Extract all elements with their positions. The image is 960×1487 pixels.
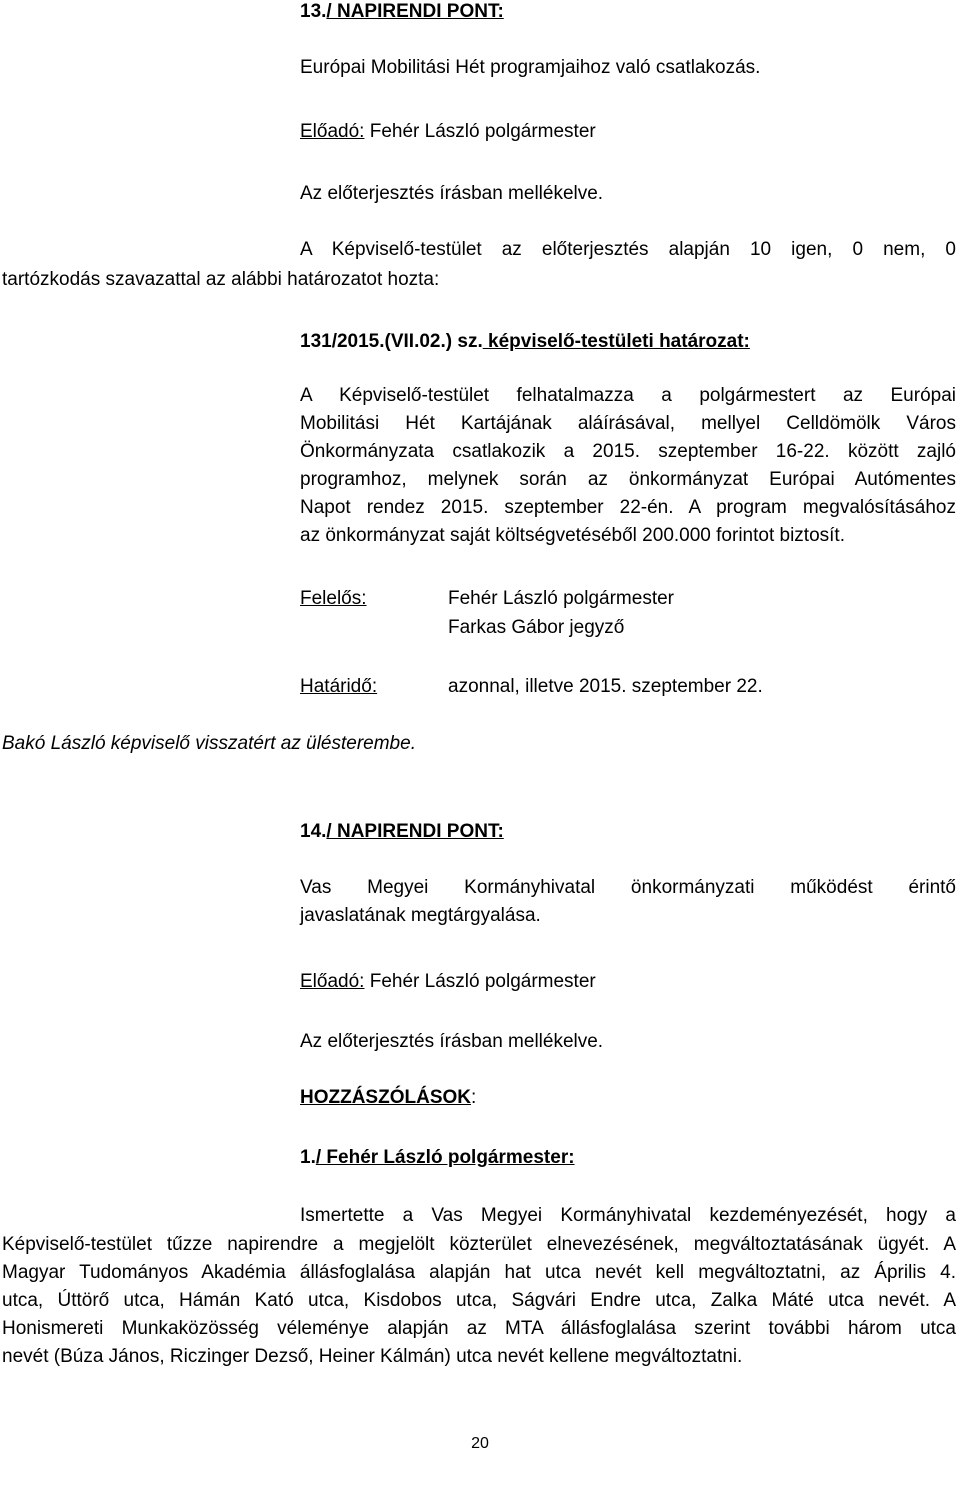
agenda-title — [300, 874, 956, 930]
page-number: 20 — [471, 1435, 489, 1452]
speaker-number: 1. — [300, 1147, 316, 1168]
comments-heading — [300, 1084, 476, 1112]
resolution-heading — [300, 328, 750, 356]
speaker-heading — [300, 1144, 575, 1172]
agenda-heading-14 — [300, 818, 504, 846]
attendance-note: Bakó László képviselő visszatért az ülésterembe. — [2, 733, 416, 754]
agenda-heading-label: / NAPIRENDI PONT: — [326, 821, 504, 842]
speech-line: Magyar Tudományos Akadémia állásfoglalása alapján hat utca nevét kell megváltoztatni, az Április 4. — [2, 1262, 956, 1283]
comments-label: HOZZÁSZÓLÁSOK — [300, 1087, 471, 1108]
speech-first-line — [300, 1202, 956, 1230]
speech-line: Honismereti Munkaközösség véleménye alapján az MTA állásfoglalása szerint további három utca — [2, 1318, 956, 1339]
attachment-note: Az előterjesztés írásban mellékelve. — [300, 183, 604, 204]
resolution-line: Napot rendez 2015. szeptember 22-én. A program megvalósításához — [300, 497, 956, 518]
deadline-label: Határidő: — [300, 676, 378, 697]
vote-line-2: tartózkodás szavazattal az alábbi határozatot hozta: — [2, 269, 440, 290]
attachment-note: Az előterjesztés írásban mellékelve. — [300, 1031, 604, 1052]
agenda-heading-number: 14. — [300, 821, 327, 842]
resolution-number: 131/2015.(VII.02.) sz. — [300, 331, 483, 352]
speech-line: utca, Úttörő utca, Hámán Kató utca, Kisdobos utca, Ságvári Endre utca, Zalka Máté utca nevét. A — [2, 1290, 956, 1311]
resolution-line: Mobilitási Hét Kartájának aláírásával, mellyel Celldömölk Város — [300, 413, 956, 434]
vote-text-1: A Képviselő-testület az előterjesztés alapján 10 igen, 0 nem, 0 — [300, 239, 956, 260]
deadline-value: azonnal, illetve 2015. szeptember 22. — [448, 676, 763, 697]
responsible-person-2: Farkas Gábor jegyző — [448, 617, 625, 638]
agenda-title-line: javaslatának megtárgyalása. — [300, 905, 541, 926]
presenter-label: Előadó: — [300, 121, 365, 142]
agenda-heading-13 — [300, 0, 504, 26]
speech-line: nevét (Búza János, Riczinger Dezső, Heiner Kálmán) utca nevét kellene megváltoztatni. — [2, 1346, 743, 1367]
speech-line: Ismertette a Vas Megyei Kormányhivatal kezdeményezését, hogy a — [300, 1205, 956, 1226]
presenter-line — [300, 118, 596, 146]
speaker-name: / Fehér László polgármester: — [315, 1147, 575, 1168]
resolution-title: képviselő-testületi határozat: — [482, 331, 750, 352]
responsible-label: Felelős: — [300, 588, 367, 609]
agenda-title: Európai Mobilitási Hét programjaihoz való csatlakozás. — [300, 57, 761, 78]
resolution-line: A Képviselő-testület felhatalmazza a polgármestert az Európai — [300, 385, 956, 406]
resolution-line: programhoz, melynek során az önkormányzat Európai Autómentes — [300, 469, 956, 490]
speech-line: Képviselő-testület tűzze napirendre a megjelölt közterület elnevezésének, megváltoztatásának ügyét. A — [2, 1234, 956, 1255]
agenda-title-line: Vas Megyei Kormányhivatal önkormányzati működést érintő — [300, 877, 956, 898]
comments-colon: : — [471, 1087, 477, 1108]
agenda-heading-label: / NAPIRENDI PONT: — [326, 1, 504, 22]
presenter-label: Előadó: — [300, 971, 365, 992]
vote-line-1 — [300, 236, 956, 264]
presenter-name: Fehér László polgármester — [364, 971, 596, 992]
speech-body — [2, 1231, 956, 1371]
presenter-line — [300, 968, 596, 996]
presenter-name: Fehér László polgármester — [364, 121, 596, 142]
resolution-line: Önkormányzata csatlakozik a 2015. szeptember 16-22. között zajló — [300, 441, 956, 462]
resolution-body — [300, 382, 956, 550]
responsible-person-1: Fehér László polgármester — [448, 588, 674, 609]
resolution-line: az önkormányzat saját költségvetéséből 200.000 forintot biztosít. — [300, 525, 845, 546]
agenda-heading-number: 13. — [300, 1, 327, 22]
